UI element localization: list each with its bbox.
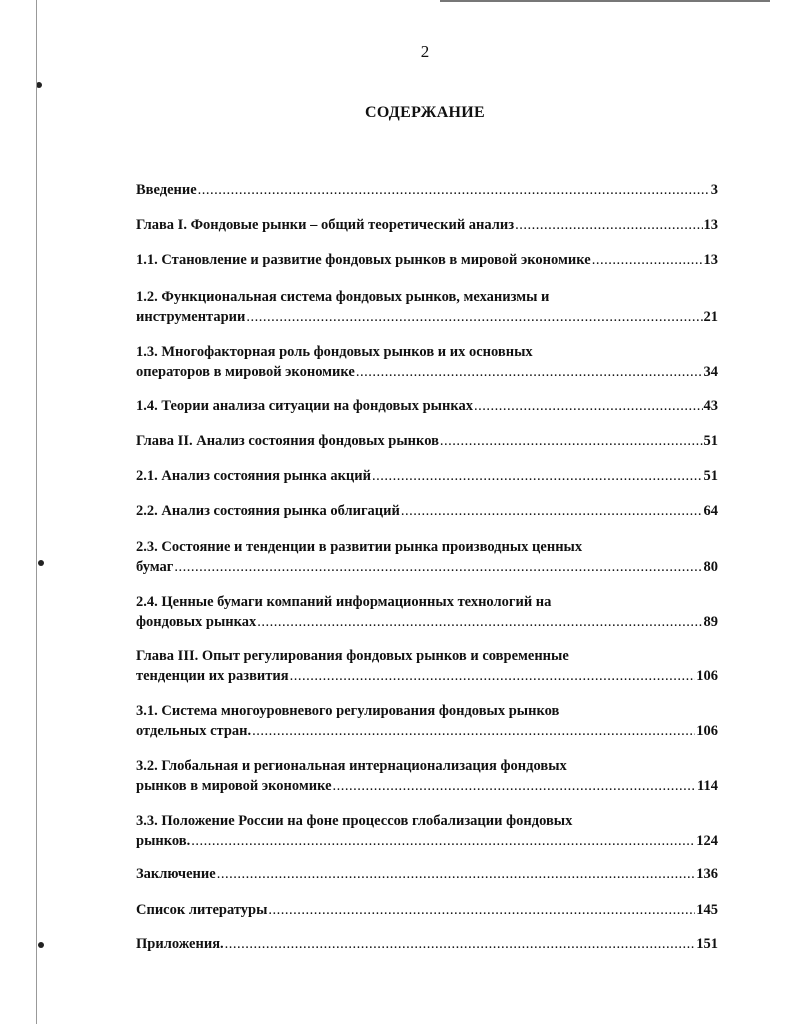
toc-title: СОДЕРЖАНИЕ [364, 104, 486, 121]
toc-entry-line [136, 776, 718, 796]
toc-dot-leader [191, 831, 695, 851]
page-number: 2 [420, 42, 430, 61]
toc-entry-line [136, 934, 718, 954]
toc-entry-page: 34 [703, 364, 718, 380]
toc-entry-line [136, 215, 718, 235]
toc-dot-leader [217, 864, 696, 884]
toc-entry-title: Приложения. [136, 936, 224, 952]
scan-top-mark [440, 0, 770, 2]
toc-entry-title-line: 1.2. Функциональная система фондовых рынков, механизмы и [136, 289, 550, 305]
toc-entry-title: Список литературы [136, 902, 268, 918]
toc-entry [136, 250, 718, 270]
toc-entry-page: 124 [696, 833, 718, 849]
toc-dot-leader [252, 721, 695, 741]
toc-entry-line [136, 180, 718, 200]
scan-speck [38, 560, 44, 566]
toc-entry-line [136, 307, 718, 327]
toc-entry [136, 431, 718, 451]
toc-dot-leader [592, 250, 703, 270]
toc-entry [136, 701, 718, 741]
toc-entry-title: Введение [136, 182, 197, 198]
toc-entry-title-line: 2.4. Ценные бумаги компаний информационных технологий на [136, 594, 552, 610]
toc-entry-page: 43 [703, 398, 718, 414]
toc-entry-line [136, 466, 718, 486]
toc-entry-title: Заключение [136, 866, 216, 882]
toc-entry-line [136, 250, 718, 270]
toc-entry-title: 1.1. Становление и развитие фондовых рынков в мировой экономике [136, 252, 591, 268]
toc-dot-leader [372, 466, 703, 486]
toc-entry [136, 180, 718, 200]
toc-entry-title: тенденции их развития [136, 668, 289, 684]
toc-entry-title: Глава II. Анализ состояния фондовых рынков [136, 433, 439, 449]
toc-entry-line [136, 501, 718, 521]
toc-entry [136, 466, 718, 486]
toc-dot-leader [268, 900, 695, 920]
toc-entry-page: 80 [703, 559, 718, 575]
toc-entry-page: 89 [703, 614, 718, 630]
toc-entry-line [136, 900, 718, 920]
toc-entry-title: фондовых рынках [136, 614, 257, 630]
toc-dot-leader [474, 396, 703, 416]
toc-entry-title: операторов в мировой экономике [136, 364, 355, 380]
toc-entry-title: рынков. [136, 833, 191, 849]
toc-entry-line [136, 666, 718, 686]
toc-entry-title-line: Глава III. Опыт регулирования фондовых рынков и современные [136, 648, 569, 664]
toc-entry [136, 756, 718, 796]
toc-entry-line [136, 557, 718, 577]
toc-entry [136, 215, 718, 235]
toc-entry-title: Глава I. Фондовые рынки – общий теоретический анализ [136, 217, 515, 233]
toc-entry-title-line: 2.3. Состояние и тенденции в развитии рынка производных ценных [136, 539, 583, 555]
toc-entry-title-line: 3.3. Положение России на фоне процессов глобализации фондовых [136, 813, 573, 829]
toc-entry-title: инструментарии [136, 309, 246, 325]
toc-entry [136, 342, 718, 382]
toc-entry-line [136, 431, 718, 451]
toc-entry-line [136, 721, 718, 741]
toc-entry-page: 106 [696, 723, 718, 739]
scan-edge-line [36, 0, 37, 1024]
toc-entry-page: 13 [703, 252, 718, 268]
toc-entry [136, 592, 718, 632]
toc-entry [136, 501, 718, 521]
toc-entry-page: 114 [697, 778, 718, 794]
toc-entry [136, 811, 718, 851]
toc-entry-page: 3 [710, 182, 718, 198]
toc-entry-title-line: 3.1. Система многоуровневого регулирования фондовых рынков [136, 703, 560, 719]
toc-dot-leader [515, 215, 702, 235]
toc-entry-title: 1.4. Теории анализа ситуации на фондовых рынках [136, 398, 473, 414]
toc-entry-page: 106 [696, 668, 718, 684]
toc-entry-page: 64 [703, 503, 718, 519]
toc-entry-line [136, 612, 718, 632]
toc-entry-page: 51 [703, 468, 718, 484]
toc-entry-page: 13 [703, 217, 718, 233]
toc-entry-page: 51 [703, 433, 718, 449]
toc-entry-page: 145 [696, 902, 718, 918]
scan-speck [38, 942, 44, 948]
toc-entry-page: 136 [696, 866, 718, 882]
toc-entry-title-line: 1.3. Многофакторная роль фондовых рынков и их основных [136, 344, 533, 360]
toc-dot-leader [225, 934, 696, 954]
toc-dot-leader [174, 557, 702, 577]
toc-dot-leader [440, 431, 703, 451]
toc-dot-leader [401, 501, 703, 521]
toc-dot-leader [356, 362, 703, 382]
toc-entry [136, 864, 718, 884]
toc-entry-title-line: 3.2. Глобальная и региональная интернационализация фондовых [136, 758, 567, 774]
toc-entry-page: 21 [703, 309, 718, 325]
toc-entry-title: 2.1. Анализ состояния рынка акций [136, 468, 371, 484]
toc-dot-leader [257, 612, 702, 632]
toc-entry [136, 396, 718, 416]
toc-entry-title: отдельных стран. [136, 723, 252, 739]
toc-dot-leader [333, 776, 697, 796]
toc-entry [136, 900, 718, 920]
toc-dot-leader [198, 180, 710, 200]
toc-entry-title: бумаг [136, 559, 174, 575]
toc-entry-line [136, 362, 718, 382]
toc-entry [136, 537, 718, 577]
toc-entry-line [136, 396, 718, 416]
toc-entry [136, 646, 718, 686]
toc-entry [136, 287, 718, 327]
toc-entry-title: рынков в мировой экономике [136, 778, 332, 794]
toc-dot-leader [290, 666, 696, 686]
toc-entry-title: 2.2. Анализ состояния рынка облигаций [136, 503, 400, 519]
toc-entry-page: 151 [696, 936, 718, 952]
toc-entry [136, 934, 718, 954]
toc-entry-line [136, 831, 718, 851]
toc-dot-leader [246, 307, 702, 327]
toc-entry-line [136, 864, 718, 884]
